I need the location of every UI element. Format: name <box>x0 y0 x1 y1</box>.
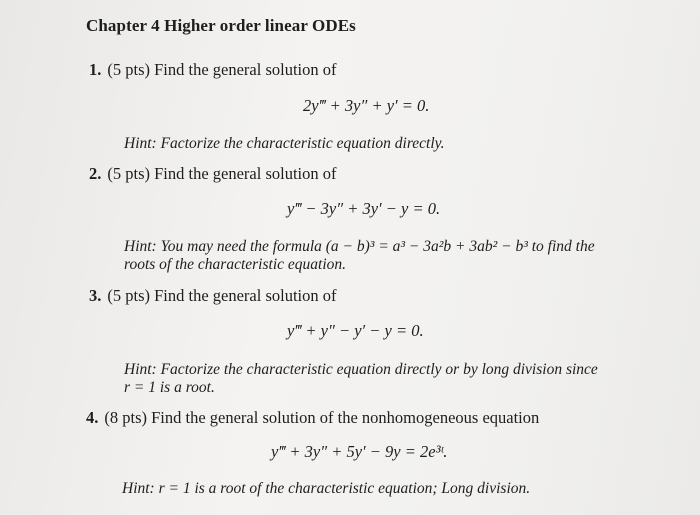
chapter-title: Chapter 4 Higher order linear ODEs <box>86 16 356 35</box>
problem-3-hint-line-2: r = 1 is a root. <box>124 379 215 396</box>
problem-2-hint-line-1: Hint: You may need the formula (a − b)³ = a³ − 3a²b + 3ab² − b³ to find the <box>124 238 595 255</box>
problem-2 <box>89 164 337 184</box>
problem-2-number: 2. <box>89 164 102 183</box>
problem-1-statement: (5 pts) Find the general solution of <box>107 60 337 79</box>
problem-1-hint: Hint: Factorize the characteristic equation directly. <box>124 135 445 152</box>
problem-3 <box>89 286 337 306</box>
problem-1-equation: 2y‴ + 3y″ + y′ = 0. <box>303 96 430 115</box>
problem-2-statement: (5 pts) Find the general solution of <box>107 164 337 183</box>
problem-4-statement: (8 pts) Find the general solution of the nonhomogeneous equation <box>104 408 540 427</box>
problem-3-hint-line-1: Hint: Factorize the characteristic equation directly or by long division since <box>124 361 598 378</box>
problem-3-statement: (5 pts) Find the general solution of <box>107 286 337 305</box>
problem-4-equation: y‴ + 3y″ + 5y′ − 9y = 2e³ᵗ. <box>271 442 448 461</box>
problem-4-number: 4. <box>86 408 99 427</box>
problem-3-equation: y‴ + y″ − y′ − y = 0. <box>287 321 424 340</box>
problem-1 <box>89 60 337 80</box>
problem-3-number: 3. <box>89 286 102 305</box>
problem-2-equation: y‴ − 3y″ + 3y′ − y = 0. <box>287 199 441 218</box>
problem-4 <box>86 408 539 428</box>
problem-1-number: 1. <box>89 60 102 79</box>
problem-4-hint: Hint: r = 1 is a root of the characteristic equation; Long division. <box>122 480 531 497</box>
problem-2-hint-line-2: roots of the characteristic equation. <box>124 256 346 273</box>
